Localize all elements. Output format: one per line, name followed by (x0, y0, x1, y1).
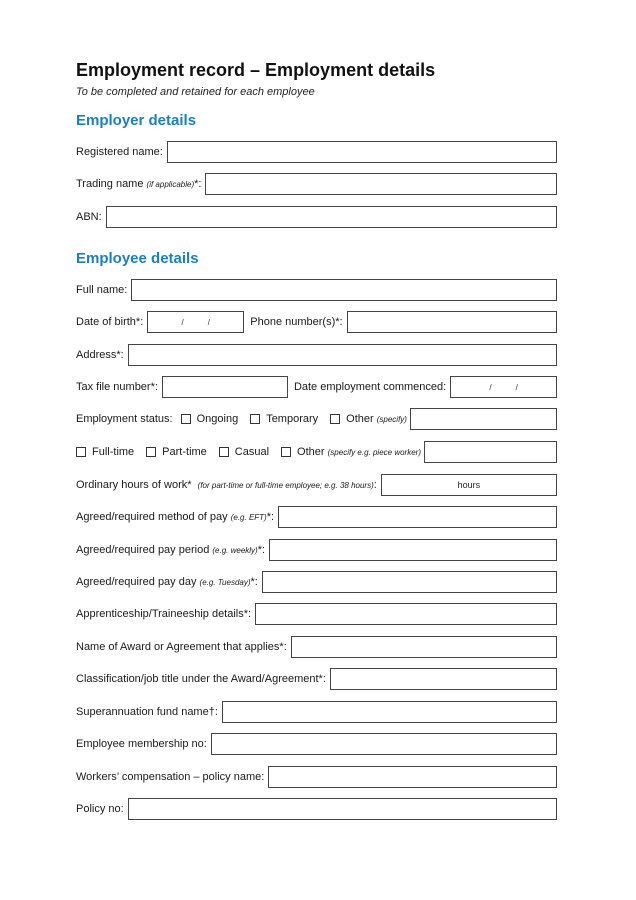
workers-comp-row (76, 766, 557, 788)
full-name-field[interactable] (131, 279, 557, 301)
dob-label: Date of birth*: (76, 316, 144, 328)
award-row (76, 636, 557, 658)
employment-type-row (76, 441, 557, 463)
workers-comp-label: Workers’ compensation – policy name: (76, 771, 265, 783)
part-time-checkbox[interactable] (146, 447, 156, 457)
type-option-full-time[interactable]: Full-time (76, 446, 134, 458)
pay-period-row (76, 539, 557, 561)
super-row (76, 701, 557, 723)
casual-checkbox[interactable] (219, 447, 229, 457)
status-option-ongoing[interactable]: Ongoing (181, 413, 239, 425)
registered-name-field[interactable] (167, 141, 557, 163)
address-label: Address*: (76, 349, 124, 361)
employer-section-heading: Employer details (76, 112, 197, 129)
membership-field[interactable] (211, 733, 557, 755)
page-title: Employment record – Employment details (76, 60, 436, 80)
apprenticeship-label: Apprenticeship/Traineeship details*: (76, 608, 252, 620)
date-commenced-label: Date employment commenced: (293, 381, 447, 393)
hours-field[interactable] (381, 474, 557, 496)
abn-row (76, 206, 557, 228)
dob-separator: / (207, 317, 210, 327)
page-subtitle: To be completed and retained for each employee (76, 86, 315, 98)
super-field[interactable] (222, 701, 557, 723)
status-option-temporary[interactable]: Temporary (250, 413, 318, 425)
date-separator: / (515, 382, 518, 392)
full-time-checkbox[interactable] (76, 447, 86, 457)
classification-field[interactable] (330, 668, 557, 690)
pay-method-label: Agreed/required method of pay (e.g. EFT)*: (76, 511, 275, 523)
ongoing-checkbox[interactable] (181, 414, 191, 424)
phone-field[interactable] (347, 311, 557, 333)
temporary-checkbox[interactable] (250, 414, 260, 424)
date-commenced-field[interactable] (450, 376, 557, 398)
pay-day-label: Agreed/required pay day (e.g. Tuesday)*: (76, 576, 258, 588)
dob-separator: / (181, 317, 184, 327)
dob-phone-row (76, 311, 557, 333)
phone-label: Phone number(s)*: (250, 316, 343, 328)
address-row (76, 344, 557, 366)
other-type-checkbox[interactable] (281, 447, 291, 457)
trading-name-label: Trading name (if applicable)*: (76, 178, 202, 190)
classification-label: Classification/job title under the Award/Agreement*: (76, 673, 326, 685)
membership-label: Employee membership no: (76, 738, 207, 750)
other-type-field[interactable] (424, 441, 557, 463)
membership-row (76, 733, 557, 755)
address-field[interactable] (128, 344, 557, 366)
apprenticeship-row (76, 603, 557, 625)
status-option-other[interactable]: Other (specify) (330, 413, 407, 425)
apprenticeship-field[interactable] (255, 603, 557, 625)
abn-field[interactable] (106, 206, 557, 228)
full-name-row (76, 279, 557, 301)
policy-no-field[interactable] (128, 798, 557, 820)
registered-name-label: Registered name: (76, 146, 163, 158)
employment-status-row (76, 408, 557, 430)
pay-day-field[interactable] (262, 571, 557, 593)
award-field[interactable] (291, 636, 557, 658)
type-option-casual[interactable]: Casual (219, 446, 269, 458)
employment-status-label: Employment status: (76, 413, 173, 425)
pay-period-field[interactable] (269, 539, 557, 561)
pay-day-row (76, 571, 557, 593)
employee-section-heading: Employee details (76, 250, 199, 267)
type-option-other[interactable]: Other (specify e.g. piece worker) (281, 446, 421, 458)
tfn-label: Tax file number*: (76, 381, 158, 393)
other-status-field[interactable] (410, 408, 557, 430)
pay-period-label: Agreed/required pay period (e.g. weekly)*: (76, 544, 266, 556)
tfn-field[interactable] (162, 376, 288, 398)
trading-name-field[interactable] (205, 173, 557, 195)
pay-method-row (76, 506, 557, 528)
dob-field[interactable] (147, 311, 244, 333)
hours-unit: hours (457, 480, 481, 490)
classification-row (76, 668, 557, 690)
hours-label: Ordinary hours of work* (for part-time or full-time employee; e.g. 38 hours): (76, 479, 377, 491)
full-name-label: Full name: (76, 284, 128, 296)
workers-comp-field[interactable] (268, 766, 557, 788)
registered-name-row (76, 141, 557, 163)
date-separator: / (489, 382, 492, 392)
tfn-row (76, 376, 557, 398)
award-label: Name of Award or Agreement that applies*: (76, 641, 287, 653)
policy-no-row (76, 798, 557, 820)
policy-no-label: Policy no: (76, 803, 124, 815)
abn-label: ABN: (76, 211, 102, 223)
super-label: Superannuation fund name†: (76, 706, 218, 718)
trading-name-row (76, 173, 557, 195)
type-option-part-time[interactable]: Part-time (146, 446, 207, 458)
pay-method-field[interactable] (278, 506, 557, 528)
hours-row (76, 474, 557, 496)
other-status-checkbox[interactable] (330, 414, 340, 424)
